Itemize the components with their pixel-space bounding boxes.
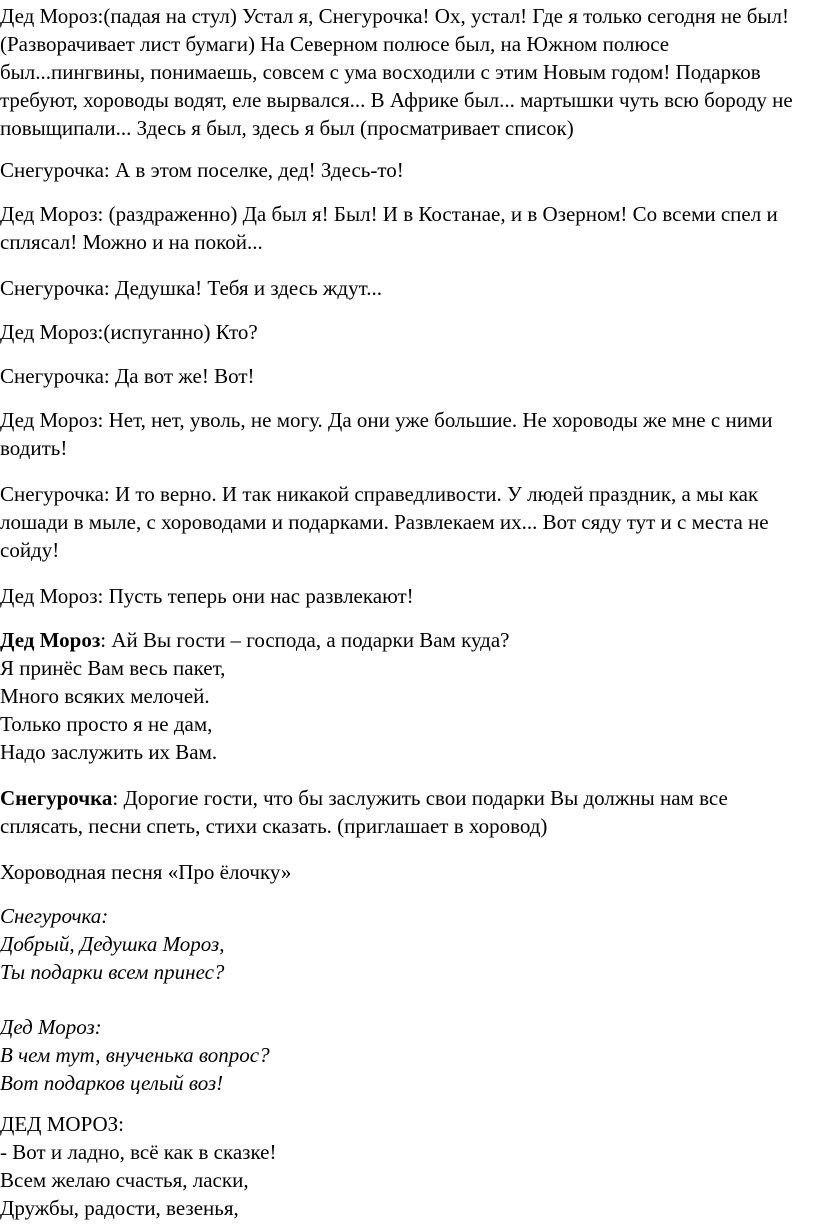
text-line: Ты подарки всем принес?: [0, 960, 225, 984]
text-line: Снегурочка: Дедушка! Тебя и здесь ждут...: [0, 276, 382, 300]
text-line: Дед Мороз: Пусть теперь они нас развлекают!: [0, 584, 414, 608]
paragraph-2: [0, 156, 404, 184]
text-line: (Разворачивает лист бумаги) На Северном полюсе был, на Южном полюсе: [0, 32, 670, 56]
paragraph-3: [0, 200, 778, 256]
text-line: В чем тут, внученька вопрос?: [0, 1043, 270, 1067]
text-line: Добрый, Дедушка Мороз,: [0, 932, 225, 956]
text-line: Хороводная песня «Про ёлочку»: [0, 860, 292, 884]
text-line: Я принёс Вам весь пакет,: [0, 656, 226, 680]
text-line: требуют, хороводы водят, еле вырвался... В Африке был... мартышки чуть всю бороду не: [0, 88, 793, 112]
paragraph-6: [0, 362, 255, 390]
text-line: Снегурочка: И то верно. И так никакой справедливости. У людей праздник, а мы как: [0, 482, 759, 506]
text-line: Снегурочка: А в этом поселке, дед! Здесь-то!: [0, 158, 404, 182]
text-run: : Дорогие гости, что бы заслужить свои подарки Вы должны нам все: [112, 786, 728, 810]
text-line: Снегурочка: Да вот же! Вот!: [0, 364, 255, 388]
text-line: Дед Мороз: (раздраженно) Да был я! Был! И в Костанае, и в Озерном! Со всеми спел и: [0, 202, 778, 226]
paragraph-15: [0, 1110, 276, 1222]
text-line: Дед Мороз:: [0, 1015, 102, 1039]
paragraph-1: [0, 2, 793, 142]
text-line: Много всяких мелочей.: [0, 684, 210, 708]
paragraph-11: [0, 784, 728, 840]
paragraph-7: [0, 406, 772, 462]
text-line: сплясать, песни спеть, стихи сказать. (приглашает в хоровод): [0, 814, 548, 838]
text-line: ДЕД МОРОЗ:: [0, 1112, 125, 1136]
text-line: Дед Мороз:(падая на стул) Устал я, Снегурочка! Ох, устал! Где я только сегодня не был!: [0, 4, 790, 28]
text-line: Всем желаю счастья, ласки,: [0, 1168, 249, 1192]
paragraph-4: [0, 274, 382, 302]
text-line: Надо заслужить их Вам.: [0, 740, 218, 764]
text-line: сойду!: [0, 538, 60, 562]
text-line: Дед Мороз: Нет, нет, уволь, не могу. Да они уже большие. Не хороводы же мне с ними: [0, 408, 773, 432]
paragraph-8: [0, 480, 769, 564]
speaker-label: Дед Мороз: [0, 628, 101, 652]
paragraph-13: [0, 902, 224, 986]
text-line: Дед Мороз:(испуганно) Кто?: [0, 320, 258, 344]
text-line: водить!: [0, 436, 68, 460]
text-line: Дружбы, радости, везенья,: [0, 1196, 239, 1220]
text-line: сплясал! Можно и на покой...: [0, 230, 263, 254]
text-line: - Вот и ладно, всё как в сказке!: [0, 1140, 277, 1164]
text-line: Снегурочка:: [0, 904, 109, 928]
text-line: [0, 626, 510, 654]
text-line: Вот подарков целый воз!: [0, 1071, 224, 1095]
text-line: лошади в мыле, с хороводами и подарками. Развлекаем их... Вот сяду тут и с места не: [0, 510, 769, 534]
text-line: был...пингвины, понимаешь, совсем с ума восходили с этим Новым годом! Подарков: [0, 60, 761, 84]
paragraph-9: [0, 582, 414, 610]
text-line: [0, 784, 728, 812]
text-line: повыщипали... Здесь я был, здесь я был (просматривает список): [0, 116, 574, 140]
paragraph-10: [0, 626, 510, 766]
paragraph-12: [0, 858, 291, 886]
paragraph-14: [0, 1013, 270, 1097]
paragraph-5: [0, 318, 258, 346]
text-run: : Ай Вы гости – господа, а подарки Вам куда?: [100, 628, 510, 652]
text-line: Только просто я не дам,: [0, 712, 213, 736]
speaker-label: Снегурочка: [0, 786, 113, 810]
